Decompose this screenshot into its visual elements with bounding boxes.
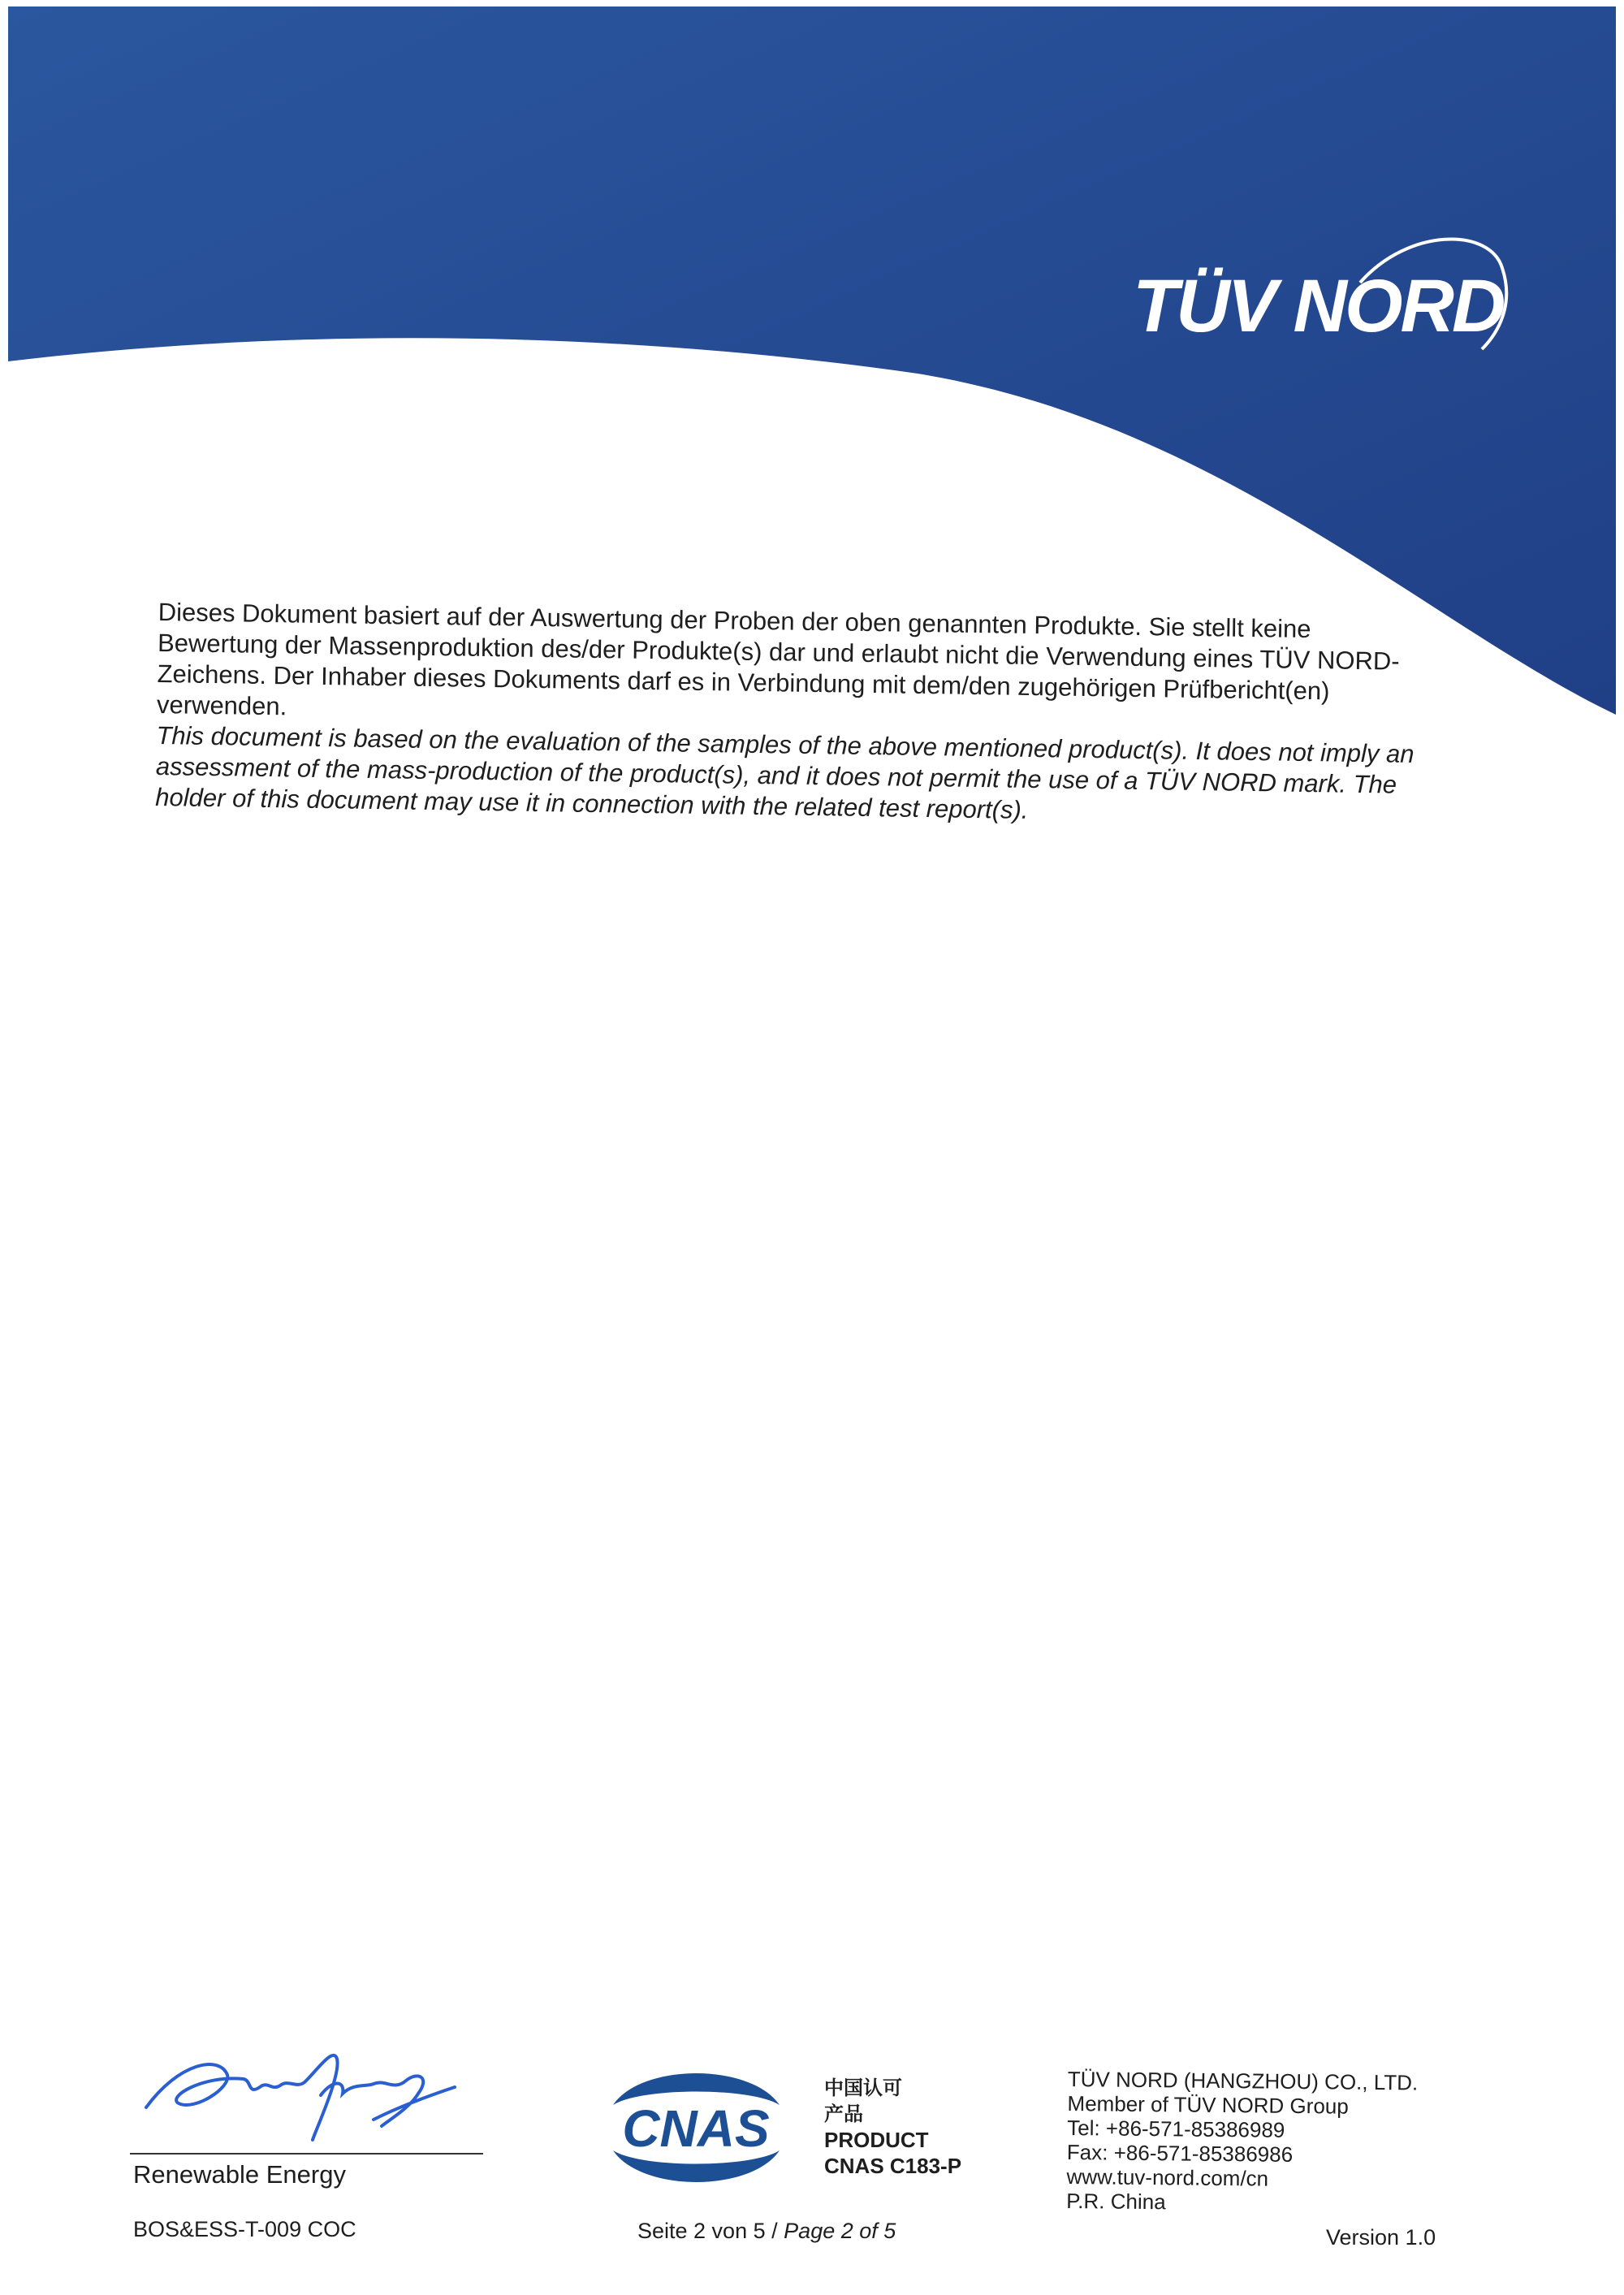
cnas-line-zh-2: 产品: [824, 2103, 863, 2125]
company-tel: Tel: +86-571-85386989: [1067, 2115, 1285, 2142]
version-label: Version 1.0: [1326, 2225, 1436, 2250]
signature-icon: [130, 2030, 471, 2152]
cnas-line-code: CNAS C183-P: [824, 2154, 962, 2178]
company-name: TÜV NORD (HANGZHOU) CO., LTD.: [1067, 2067, 1419, 2095]
certificate-statement: [155, 597, 1425, 832]
company-fax: Fax: +86-571-85386986: [1066, 2139, 1294, 2167]
page-number-german: Seite 2 von 5: [637, 2219, 766, 2243]
statement-german: Dieses Dokument basiert auf der Auswertung der Proben der oben genannten Produkte. Sie stellt keine Bewertung der Massenproduktion des/der Produkte(s) dar und erlaubt nicht die Verwendung eines TÜV NORD-Zeichens. Der Inhaber dieses Dokuments darf es in Verbindung mit dem/den zugehörigen Prüfbericht(en) verwenden.: [156, 597, 1400, 721]
company-website: www.tuv-nord.com/cn: [1066, 2163, 1269, 2191]
cnas-line-product: PRODUCT: [824, 2128, 929, 2152]
cnas-info: [824, 2075, 1035, 2179]
page-number-separator: /: [771, 2219, 778, 2243]
tuv-nord-logo: [1133, 236, 1547, 357]
signature-line: [130, 2153, 483, 2155]
cnas-line-zh-1: 中国认可: [824, 2077, 902, 2099]
document-code: BOS&ESS-T-009 COC: [133, 2217, 356, 2241]
svg-text:CNAS: CNAS: [622, 2099, 770, 2158]
cnas-logo: [585, 2055, 808, 2197]
department-label: Renewable Energy: [133, 2160, 346, 2189]
page-number-english: Page 2 of 5: [784, 2219, 896, 2243]
company-address: [1066, 2067, 1458, 2217]
company-country: P.R. China: [1066, 2188, 1166, 2215]
page-number: [637, 2219, 896, 2244]
company-member: Member of TÜV NORD Group: [1067, 2090, 1349, 2119]
statement-english: This document is based on the evaluation of the samples of the above mentioned product(s). It does not imply an assessment of the mass-production of the product(s), and it does not permit the use of a TÜV NORD mark. The holder of this document may use it in connection with the related test report(s).: [155, 720, 1415, 824]
svg-text:TÜV NORD: TÜV NORD: [1133, 265, 1504, 348]
